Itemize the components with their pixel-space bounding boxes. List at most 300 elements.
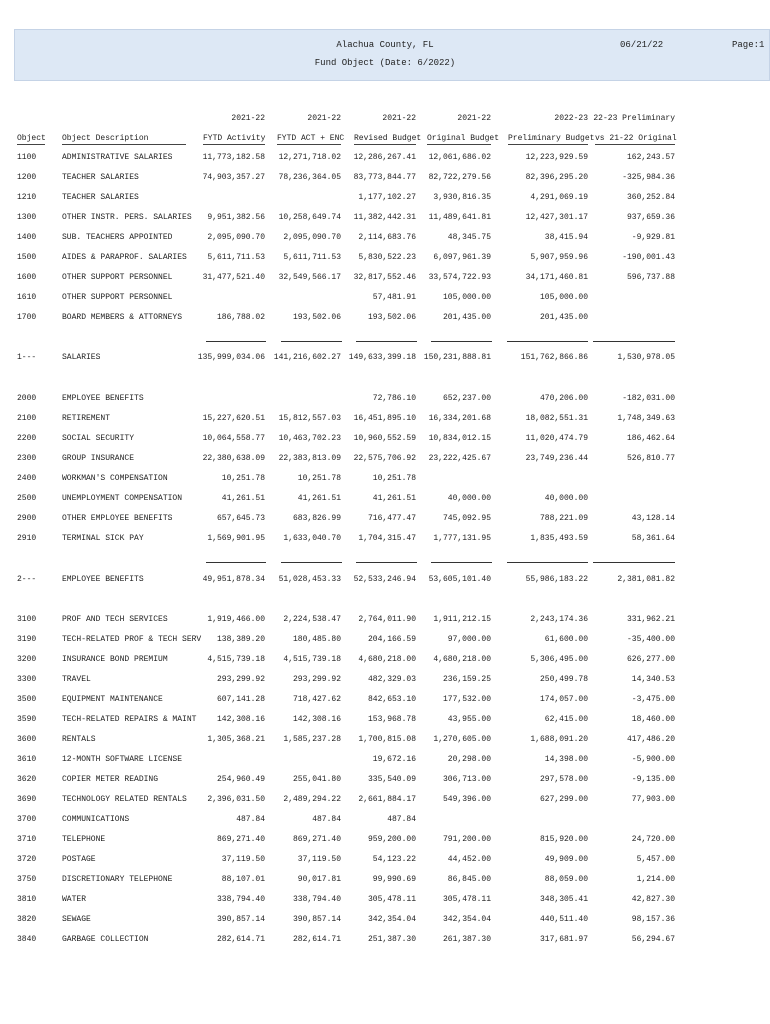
cell-e: 151,762,866.86 (520, 353, 588, 362)
cell-a: 338,794.40 (216, 895, 265, 904)
cell-e: 2,243,174.36 (530, 615, 588, 624)
cell-f: 596,737.88 (626, 273, 675, 282)
cell-b: 180,485.80 (292, 635, 341, 644)
cell-a: 31,477,521.40 (202, 273, 265, 282)
cell-e: 55,986,183.22 (525, 575, 588, 584)
cell-a: 49,951,878.34 (202, 575, 265, 584)
cell-desc: 12-MONTH SOFTWARE LICENSE (62, 755, 183, 764)
cell-c: 1,700,815.08 (358, 735, 416, 744)
cell-d: 745,092.95 (442, 514, 491, 523)
cell-f: 186,462.64 (626, 434, 675, 443)
cell-d: 236,159.25 (442, 675, 491, 684)
col-a-header: FYTD Activity (203, 134, 266, 143)
subtotal-separator (356, 341, 417, 342)
cell-d: 11,489,641.81 (428, 213, 491, 222)
cell-a: 282,614.71 (216, 935, 265, 944)
cell-f: 98,157.36 (631, 915, 675, 924)
cell-a: 4,515,739.18 (207, 655, 265, 664)
cell-c: 1,704,315.47 (358, 534, 416, 543)
cell-obj: 2910 (17, 534, 37, 543)
table-row (0, 895, 770, 909)
cell-b: 2,224,538.47 (283, 615, 341, 624)
cell-b: 51,028,453.33 (278, 575, 341, 584)
cell-c: 2,764,011.90 (358, 615, 416, 624)
cell-f: 42,827.30 (631, 895, 675, 904)
cell-obj: 1500 (17, 253, 37, 262)
cell-c: 342,354.04 (367, 915, 416, 924)
cell-obj: 3200 (17, 655, 37, 664)
cell-obj: 3720 (17, 855, 37, 864)
cell-b: 41,261.51 (297, 494, 341, 503)
cell-b: 2,489,294.22 (283, 795, 341, 804)
cell-desc: RETIREMENT (62, 414, 111, 423)
cell-desc: SOCIAL SECURITY (62, 434, 135, 443)
cell-d: 1,911,212.15 (433, 615, 491, 624)
cell-d: 53,605,101.40 (428, 575, 491, 584)
cell-e: 348,305.41 (539, 895, 588, 904)
cell-c: 2,114,683.76 (358, 233, 416, 242)
cell-e: 5,907,959.96 (530, 253, 588, 262)
cell-f: 1,214.00 (636, 875, 675, 884)
cell-e: 1,835,493.59 (530, 534, 588, 543)
cell-d: 16,334,201.68 (428, 414, 491, 423)
cell-d: 10,834,012.15 (428, 434, 491, 443)
report-page-number: Page:1 (732, 40, 765, 50)
cell-f: 58,361.64 (631, 534, 675, 543)
cell-a: 2,396,031.50 (207, 795, 265, 804)
cell-desc: DISCRETIONARY TELEPHONE (62, 875, 173, 884)
cell-obj: 2100 (17, 414, 37, 423)
cell-e: 34,171,460.81 (525, 273, 588, 282)
col-f-header: vs 21-22 Original (595, 134, 677, 143)
cell-d: 44,452.00 (447, 855, 491, 864)
cell-f: 2,381,081.82 (617, 575, 675, 584)
table-row (0, 273, 770, 287)
cell-e: 5,306,495.00 (530, 655, 588, 664)
col-b-header: FYTD ACT + ENC (277, 134, 345, 143)
table-row (0, 434, 770, 448)
cell-desc: TRAVEL (62, 675, 91, 684)
cell-desc: TELEPHONE (62, 835, 106, 844)
cell-e: 11,020,474.79 (525, 434, 588, 443)
cell-c: 83,773,844.77 (353, 173, 416, 182)
table-row (0, 935, 770, 949)
cell-b: 683,826.99 (292, 514, 341, 523)
cell-e: 12,427,301.17 (525, 213, 588, 222)
cell-c: 487.84 (387, 815, 416, 824)
cell-desc: SUB. TEACHERS APPOINTED (62, 233, 173, 242)
cell-b: 142,308.16 (292, 715, 341, 724)
cell-obj: 1200 (17, 173, 37, 182)
table-row (0, 173, 770, 187)
cell-desc: EMPLOYEE BENEFITS (62, 394, 144, 403)
cell-obj: 3690 (17, 795, 37, 804)
cell-d: 261,387.30 (442, 935, 491, 944)
col-e-header: Preliminary Budget (508, 134, 595, 143)
cell-desc: GROUP INSURANCE (62, 454, 135, 463)
table-row (0, 915, 770, 929)
cell-a: 1,919,466.00 (207, 615, 265, 624)
cell-c: 5,830,522.23 (358, 253, 416, 262)
cell-b: 718,427.62 (292, 695, 341, 704)
cell-e: 40,000.00 (544, 494, 588, 503)
cell-b: 4,515,739.18 (283, 655, 341, 664)
cell-b: 338,794.40 (292, 895, 341, 904)
cell-a: 88,107.01 (221, 875, 265, 884)
table-row (0, 735, 770, 749)
cell-f: 526,810.77 (626, 454, 675, 463)
cell-f: 626,277.00 (626, 655, 675, 664)
cell-obj: 3710 (17, 835, 37, 844)
cell-e: 61,600.00 (544, 635, 588, 644)
cell-c: 16,451,895.10 (353, 414, 416, 423)
cell-a: 5,611,711.53 (207, 253, 265, 262)
cell-desc: TECHNOLOGY RELATED RENTALS (62, 795, 187, 804)
cell-b: 5,611,711.53 (283, 253, 341, 262)
cell-a: 869,271.40 (216, 835, 265, 844)
cell-b: 15,812,557.03 (278, 414, 341, 423)
cell-f: 331,962.21 (626, 615, 675, 624)
col-c-year: 2021-22 (382, 114, 416, 123)
cell-c: 959,200.00 (367, 835, 416, 844)
cell-c: 54,123.22 (372, 855, 416, 864)
cell-b: 390,857.14 (292, 915, 341, 924)
cell-a: 293,299.92 (216, 675, 265, 684)
cell-b: 1,633,040.70 (283, 534, 341, 543)
cell-desc: OTHER INSTR. PERS. SALARIES (62, 213, 192, 222)
cell-obj: 3190 (17, 635, 37, 644)
cell-desc: UNEMPLOYMENT COMPENSATION (62, 494, 183, 503)
cell-c: 153,968.78 (367, 715, 416, 724)
cell-b: 869,271.40 (292, 835, 341, 844)
cell-desc: TEACHER SALARIES (62, 193, 139, 202)
cell-obj: 2200 (17, 434, 37, 443)
cell-obj: 3590 (17, 715, 37, 724)
cell-a: 142,308.16 (216, 715, 265, 724)
cell-f: 77,903.00 (631, 795, 675, 804)
cell-obj: 3300 (17, 675, 37, 684)
cell-desc: COMMUNICATIONS (62, 815, 130, 824)
cell-d: 97,000.00 (447, 635, 491, 644)
cell-d: 82,722,279.56 (428, 173, 491, 182)
cell-obj: 3810 (17, 895, 37, 904)
cell-e: 23,749,236.44 (525, 454, 588, 463)
cell-desc: EQUIPMENT MAINTENANCE (62, 695, 163, 704)
report-subtitle: Fund Object (Date: 6/2022) (314, 58, 456, 68)
cell-a: 138,389.20 (216, 635, 265, 644)
col-c-header: Revised Budget (354, 134, 422, 143)
cell-a: 135,999,034.06 (197, 353, 265, 362)
cell-f: 18,460.00 (631, 715, 675, 724)
cell-obj: 3840 (17, 935, 37, 944)
cell-d: 150,231,888.81 (423, 353, 491, 362)
report-date: 06/21/22 (620, 40, 664, 50)
cell-f: 43,128.14 (631, 514, 675, 523)
cell-c: 57,481.91 (372, 293, 416, 302)
cell-c: 193,502.06 (367, 313, 416, 322)
cell-desc: TECH-RELATED REPAIRS & MAINT (62, 715, 197, 724)
cell-desc: GARBAGE COLLECTION (62, 935, 149, 944)
subtotal-separator (281, 562, 342, 563)
cell-a: 41,261.51 (221, 494, 265, 503)
cell-c: 4,680,218.00 (358, 655, 416, 664)
cell-obj: 3500 (17, 695, 37, 704)
cell-desc: BOARD MEMBERS & ATTORNEYS (62, 313, 183, 322)
cell-d: 342,354.04 (442, 915, 491, 924)
cell-b: 487.84 (312, 815, 341, 824)
table-row (0, 655, 770, 669)
cell-e: 440,511.40 (539, 915, 588, 924)
cell-e: 38,415.94 (544, 233, 588, 242)
table-row (0, 715, 770, 729)
cell-desc: POSTAGE (62, 855, 96, 864)
cell-e: 88,059.00 (544, 875, 588, 884)
subtotal-separator (206, 562, 266, 563)
cell-a: 11,773,182.58 (202, 153, 265, 162)
cell-e: 4,291,069.19 (530, 193, 588, 202)
cell-c: 12,286,267.41 (353, 153, 416, 162)
cell-f: 1,530,978.05 (617, 353, 675, 362)
cell-f: 360,252.84 (626, 193, 675, 202)
table-row (0, 575, 770, 589)
cell-obj: 2900 (17, 514, 37, 523)
cell-d: 86,845.00 (447, 875, 491, 884)
cell-d: 12,061,686.02 (428, 153, 491, 162)
cell-obj: 1600 (17, 273, 37, 282)
cell-desc: PROF AND TECH SERVICES (62, 615, 168, 624)
cell-f: 162,243.57 (626, 153, 675, 162)
cell-d: 20,298.00 (447, 755, 491, 764)
cell-e: 105,000.00 (539, 293, 588, 302)
report-header-text (14, 29, 770, 81)
cell-e: 317,681.97 (539, 935, 588, 944)
cell-b: 12,271,718.02 (278, 153, 341, 162)
cell-e: 1,688,091.20 (530, 735, 588, 744)
cell-e: 470,206.00 (539, 394, 588, 403)
cell-b: 10,251.78 (297, 474, 341, 483)
cell-obj: 3700 (17, 815, 37, 824)
cell-obj: 3620 (17, 775, 37, 784)
cell-b: 78,236,364.05 (278, 173, 341, 182)
table-row (0, 615, 770, 629)
cell-obj: 3820 (17, 915, 37, 924)
cell-b: 32,549,566.17 (278, 273, 341, 282)
cell-f: -5,900.00 (631, 755, 675, 764)
cell-desc: ADMINISTRATIVE SALARIES (62, 153, 173, 162)
cell-desc: SALARIES (62, 353, 101, 362)
subtotal-separator (206, 341, 266, 342)
cell-e: 201,435.00 (539, 313, 588, 322)
cell-c: 251,387.30 (367, 935, 416, 944)
cell-c: 52,533,246.94 (353, 575, 416, 584)
cell-desc: COPIER METER READING (62, 775, 159, 784)
cell-desc: TERMINAL SICK PAY (62, 534, 144, 543)
table-row (0, 835, 770, 849)
cell-desc: TECH-RELATED PROF & TECH SERV (62, 635, 202, 644)
cell-a: 2,095,090.70 (207, 233, 265, 242)
cell-c: 1,177,102.27 (358, 193, 416, 202)
cell-obj: 3610 (17, 755, 37, 764)
table-row (0, 474, 770, 488)
cell-f: 937,659.36 (626, 213, 675, 222)
cell-b: 37,119.50 (297, 855, 341, 864)
cell-b: 10,463,702.23 (278, 434, 341, 443)
cell-c: 10,251.78 (372, 474, 416, 483)
cell-obj: 2300 (17, 454, 37, 463)
cell-e: 49,909.00 (544, 855, 588, 864)
cell-c: 305,478.11 (367, 895, 416, 904)
cell-c: 716,477.47 (367, 514, 416, 523)
cell-d: 105,000.00 (442, 293, 491, 302)
cell-b: 255,041.80 (292, 775, 341, 784)
cell-e: 62,415.00 (544, 715, 588, 724)
cell-c: 32,817,552.46 (353, 273, 416, 282)
cell-f: -3,475.00 (631, 695, 675, 704)
cell-obj: 3100 (17, 615, 37, 624)
cell-b: 141,216,602.27 (273, 353, 341, 362)
cell-d: 43,955.00 (447, 715, 491, 724)
cell-f: 14,340.53 (631, 675, 675, 684)
col-d-header: Original Budget (427, 134, 500, 143)
cell-d: 791,200.00 (442, 835, 491, 844)
table-row (0, 755, 770, 769)
cell-e: 174,057.00 (539, 695, 588, 704)
cell-a: 9,951,382.56 (207, 213, 265, 222)
cell-c: 482,329.03 (367, 675, 416, 684)
table-row (0, 855, 770, 869)
table-row (0, 815, 770, 829)
cell-e: 627,299.00 (539, 795, 588, 804)
cell-a: 607,141.28 (216, 695, 265, 704)
cell-desc: OTHER SUPPORT PERSONNEL (62, 293, 173, 302)
subtotal-separator (593, 341, 675, 342)
cell-a: 254,960.49 (216, 775, 265, 784)
table-row (0, 675, 770, 689)
cell-f: -35,400.00 (626, 635, 675, 644)
cell-a: 10,251.78 (221, 474, 265, 483)
table-row (0, 775, 770, 789)
col-f-year: 22-23 Preliminary (593, 114, 675, 123)
subtotal-separator (507, 562, 588, 563)
cell-e: 12,223,929.59 (525, 153, 588, 162)
cell-d: 23,222,425.67 (428, 454, 491, 463)
cell-c: 2,661,884.17 (358, 795, 416, 804)
cell-b: 193,502.06 (292, 313, 341, 322)
cell-obj: 1610 (17, 293, 37, 302)
cell-a: 1,569,901.95 (207, 534, 265, 543)
cell-a: 1,305,368.21 (207, 735, 265, 744)
col-d-year: 2021-22 (457, 114, 491, 123)
cell-c: 19,672.16 (372, 755, 416, 764)
cell-desc: OTHER SUPPORT PERSONNEL (62, 273, 173, 282)
cell-f: -182,031.00 (622, 394, 675, 403)
cell-desc: WORKMAN'S COMPENSATION (62, 474, 168, 483)
table-row (0, 353, 770, 367)
cell-e: 82,396,295.20 (525, 173, 588, 182)
cell-d: 306,713.00 (442, 775, 491, 784)
table-row (0, 293, 770, 307)
cell-b: 2,095,090.70 (283, 233, 341, 242)
subtotal-separator (356, 562, 417, 563)
cell-d: 177,532.00 (442, 695, 491, 704)
cell-d: 4,680,218.00 (433, 655, 491, 664)
subtotal-separator (431, 562, 492, 563)
cell-a: 74,903,357.27 (202, 173, 265, 182)
cell-e: 788,221.09 (539, 514, 588, 523)
cell-b: 90,017.81 (297, 875, 341, 884)
table-row (0, 313, 770, 327)
cell-e: 815,920.00 (539, 835, 588, 844)
subtotal-separator (431, 341, 492, 342)
cell-f: 24,720.00 (631, 835, 675, 844)
col-b-year: 2021-22 (307, 114, 341, 123)
subtotal-separator (507, 341, 588, 342)
cell-desc: INSURANCE BOND PREMIUM (62, 655, 168, 664)
cell-obj: 3600 (17, 735, 37, 744)
cell-c: 204,166.59 (367, 635, 416, 644)
cell-obj: 1210 (17, 193, 37, 202)
cell-obj: 1400 (17, 233, 37, 242)
cell-obj: 2--- (17, 575, 37, 584)
table-row (0, 695, 770, 709)
cell-obj: 3750 (17, 875, 37, 884)
cell-a: 487.84 (236, 815, 265, 824)
cell-e: 18,082,551.31 (525, 414, 588, 423)
cell-a: 22,380,638.09 (202, 454, 265, 463)
cell-obj: 2400 (17, 474, 37, 483)
table-row (0, 153, 770, 167)
table-row (0, 253, 770, 267)
table-row (0, 193, 770, 207)
cell-d: 1,270,605.00 (433, 735, 491, 744)
table-row (0, 213, 770, 227)
table-row (0, 494, 770, 508)
cell-d: 652,237.00 (442, 394, 491, 403)
subtotal-separator (593, 562, 675, 563)
cell-f: 1,748,349.63 (617, 414, 675, 423)
cell-a: 15,227,620.51 (202, 414, 265, 423)
cell-c: 842,653.10 (367, 695, 416, 704)
cell-b: 10,258,649.74 (278, 213, 341, 222)
cell-d: 549,396.00 (442, 795, 491, 804)
cell-d: 1,777,131.95 (433, 534, 491, 543)
cell-a: 37,119.50 (221, 855, 265, 864)
cell-obj: 1--- (17, 353, 37, 362)
cell-c: 22,575,706.92 (353, 454, 416, 463)
cell-d: 33,574,722.93 (428, 273, 491, 282)
table-row (0, 454, 770, 468)
cell-obj: 2000 (17, 394, 37, 403)
subtotal-separator (281, 341, 342, 342)
cell-desc: TEACHER SALARIES (62, 173, 139, 182)
cell-c: 335,540.09 (367, 775, 416, 784)
cell-obj: 1300 (17, 213, 37, 222)
cell-desc: WATER (62, 895, 87, 904)
cell-f: -190,001.43 (622, 253, 675, 262)
cell-f: 417,486.20 (626, 735, 675, 744)
cell-b: 293,299.92 (292, 675, 341, 684)
table-row (0, 534, 770, 548)
cell-f: -9,929.81 (631, 233, 675, 242)
cell-e: 297,578.00 (539, 775, 588, 784)
cell-b: 22,383,813.09 (278, 454, 341, 463)
table-row (0, 414, 770, 428)
cell-d: 40,000.00 (447, 494, 491, 503)
cell-f: 5,457.00 (636, 855, 675, 864)
table-row (0, 795, 770, 809)
cell-d: 3,930,816.35 (433, 193, 491, 202)
cell-f: -9,135.00 (631, 775, 675, 784)
